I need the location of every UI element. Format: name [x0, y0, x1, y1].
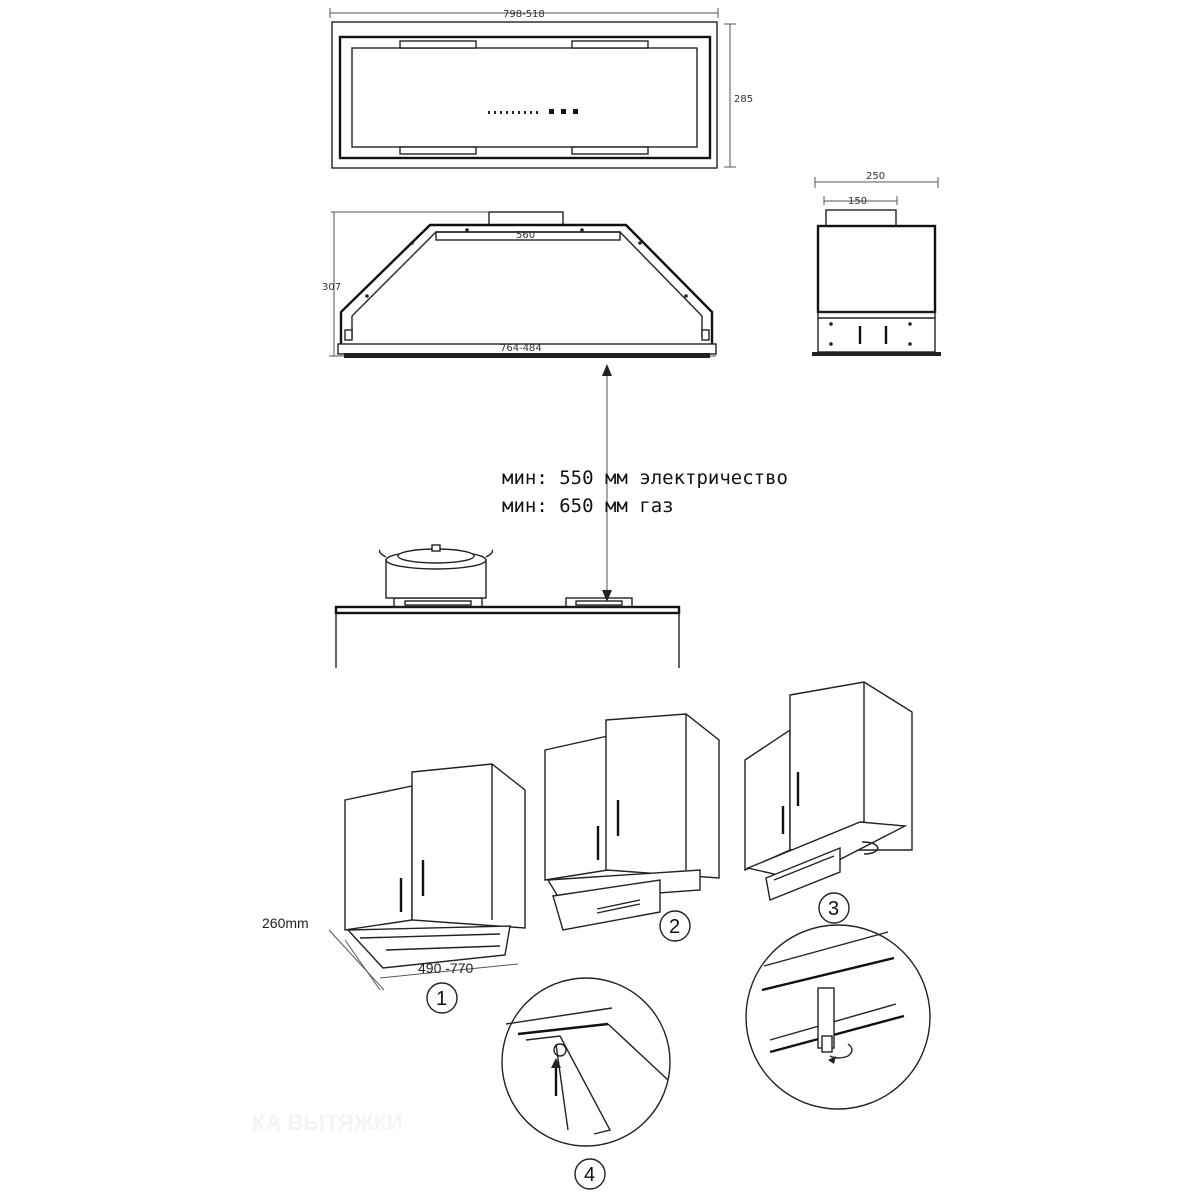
step-3-number: 3 — [828, 898, 840, 920]
side-view — [812, 171, 941, 356]
front-height-label: 307 — [322, 282, 342, 293]
clearance-dimension — [502, 364, 788, 602]
top-view — [330, 8, 753, 168]
side-outlet-label: 150 — [848, 196, 868, 207]
install-depth-label: 260mm — [262, 915, 309, 931]
install-step-2 — [545, 714, 719, 941]
clearance-gas-text: мин: 650 мм газ — [502, 495, 674, 517]
control-panel-dots — [488, 109, 578, 114]
step-2-number: 2 — [669, 916, 681, 938]
top-width-label: 798-518 — [503, 9, 545, 20]
front-view — [322, 212, 716, 358]
install-detail-a — [746, 925, 930, 1109]
install-detail-b — [502, 978, 670, 1189]
top-depth-label: 285 — [734, 94, 754, 105]
front-top-width-label: 560 — [516, 230, 536, 241]
front-bottom-width-label: 764-484 — [500, 343, 542, 354]
install-step-3 — [745, 682, 912, 923]
side-width-label: 250 — [866, 171, 886, 182]
clearance-electric-text: мин: 550 мм электричество — [502, 467, 788, 489]
step-4-number: 4 — [584, 1164, 596, 1186]
watermark-text: КА ВЫТЯЖКИ — [252, 1110, 403, 1135]
install-width-label: 490 -770 — [418, 960, 474, 976]
stove-with-pot — [336, 545, 679, 668]
install-step-1 — [262, 764, 525, 1013]
step-1-number: 1 — [436, 988, 448, 1010]
